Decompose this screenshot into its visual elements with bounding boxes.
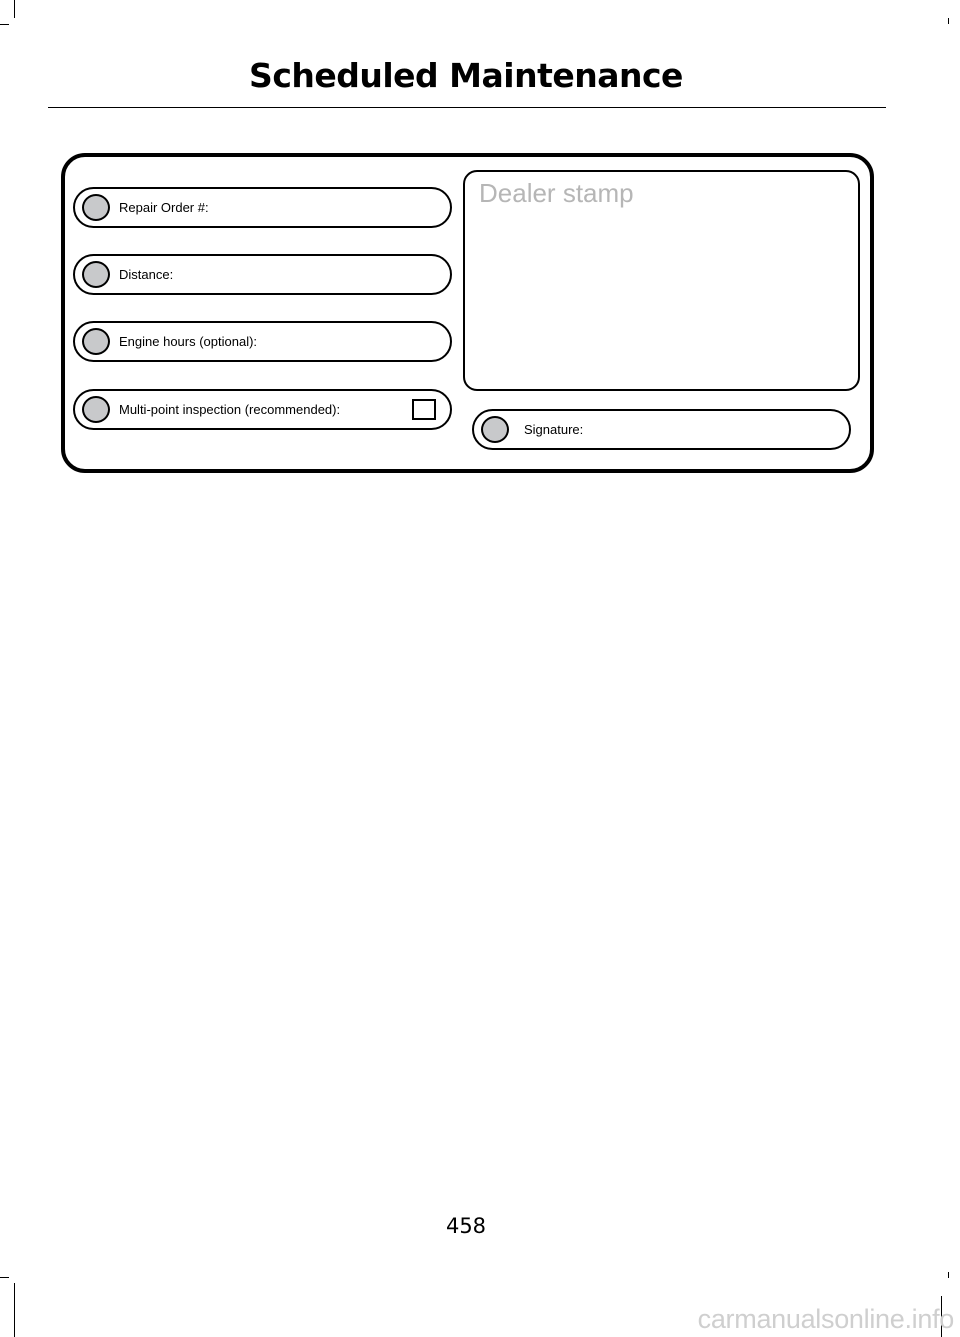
page-title: Scheduled Maintenance xyxy=(249,56,683,95)
distance-label: Distance: xyxy=(119,267,174,282)
dealer-stamp-label: Dealer stamp xyxy=(479,178,634,208)
watermark: carmanualsonline.info xyxy=(697,1304,954,1334)
crop-mark-top-left-horizontal xyxy=(0,24,9,25)
signature-field[interactable] xyxy=(472,409,851,450)
crop-mark-right-tick-top xyxy=(948,18,949,24)
multipoint-inspection-label: Multi-point inspection (recommended): xyxy=(119,402,341,417)
crop-mark-bottom-left-horizontal xyxy=(0,1277,9,1278)
signature-label: Signature: xyxy=(524,422,584,437)
crop-mark-right-tick-bottom xyxy=(948,1272,949,1278)
repair-order-field[interactable] xyxy=(73,187,452,228)
title-rule xyxy=(48,107,886,108)
bullet-circle-icon xyxy=(82,396,110,423)
engine-hours-field[interactable] xyxy=(73,321,452,362)
repair-order-label: Repair Order #: xyxy=(119,200,209,215)
multipoint-inspection-field xyxy=(73,389,452,430)
multipoint-inspection-checkbox[interactable] xyxy=(412,399,436,420)
dealer-stamp-box xyxy=(463,170,860,391)
page-number: 458 xyxy=(445,1214,487,1238)
engine-hours-label: Engine hours (optional): xyxy=(119,334,258,349)
crop-mark-top-left-vertical xyxy=(14,0,15,18)
crop-mark-bottom-left-vertical xyxy=(14,1283,15,1337)
bullet-circle-icon xyxy=(481,416,509,443)
distance-field[interactable] xyxy=(73,254,452,295)
bullet-circle-icon xyxy=(82,194,110,221)
bullet-circle-icon xyxy=(82,261,110,288)
bullet-circle-icon xyxy=(82,328,110,355)
